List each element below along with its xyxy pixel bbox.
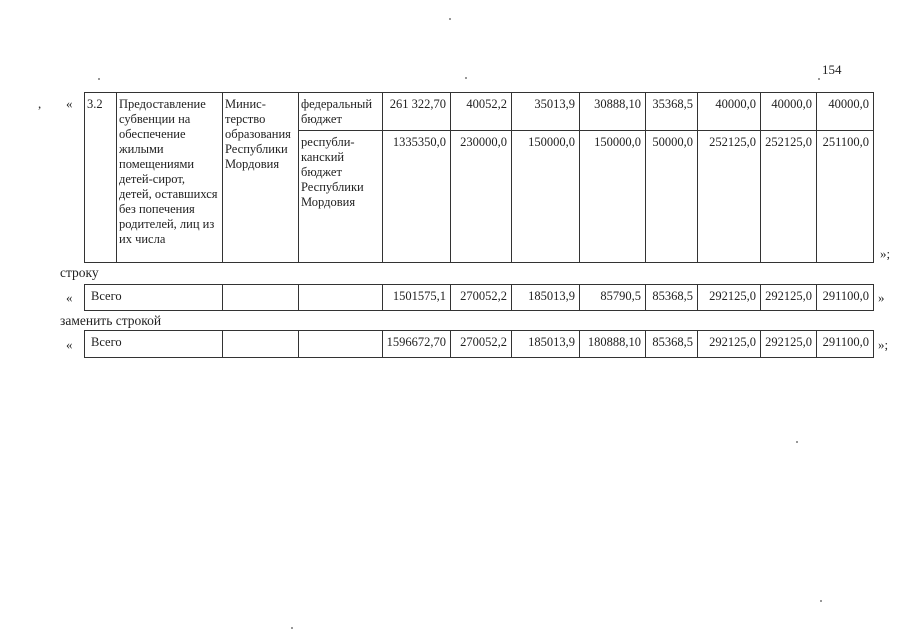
empty-cell [223, 331, 299, 358]
republic-source [299, 131, 383, 263]
republic-source-line: Республики [301, 180, 364, 194]
republic-value: 50000,0 [646, 131, 698, 263]
empty-cell [299, 331, 383, 358]
old-total-value: 292125,0 [698, 285, 761, 311]
old-total-value: 291100,0 [817, 285, 874, 311]
open-quote-1: « [66, 96, 73, 111]
scan-speck [449, 18, 451, 20]
federal-value: 261 322,70 [383, 93, 451, 131]
program-table [84, 92, 874, 263]
federal-row [85, 93, 874, 131]
republic-value: 230000,0 [451, 131, 512, 263]
federal-value: 40000,0 [817, 93, 874, 131]
old-total-table [84, 284, 874, 311]
empty-cell [223, 285, 299, 311]
old-total-value: 185013,9 [512, 285, 580, 311]
republic-value: 150000,0 [580, 131, 646, 263]
federal-value: 40000,0 [698, 93, 761, 131]
republic-value: 251100,0 [817, 131, 874, 263]
executor-line: Минис- [225, 97, 266, 111]
empty-cell [299, 285, 383, 311]
republic-source-line: бюджет [301, 165, 342, 179]
open-quote-2: « [66, 290, 73, 305]
close-quote-1: »; [880, 246, 891, 261]
federal-value: 35013,9 [512, 93, 580, 131]
close-quote-2: » [878, 290, 885, 305]
new-total-value: 270052,2 [451, 331, 512, 358]
republic-value: 252125,0 [698, 131, 761, 263]
federal-value: 40000,0 [761, 93, 817, 131]
executor-line: образования [225, 127, 291, 141]
caption-replace: заменить строкой [60, 313, 162, 328]
republic-value: 150000,0 [512, 131, 580, 263]
close-quote-3: »; [878, 337, 889, 352]
new-total-value: 291100,0 [817, 331, 874, 358]
old-total-value: 85790,5 [580, 285, 646, 311]
scan-speck [291, 627, 293, 629]
old-total-label: Всего [85, 285, 223, 311]
old-total-value: 1501575,1 [383, 285, 451, 311]
executor-cell [223, 93, 299, 263]
new-total-value: 292125,0 [761, 331, 817, 358]
new-total-row [85, 331, 874, 358]
federal-value: 35368,5 [646, 93, 698, 131]
old-total-value: 270052,2 [451, 285, 512, 311]
federal-source: федеральный бюджет [299, 93, 383, 131]
executor-line: Республики [225, 142, 288, 156]
republic-value: 252125,0 [761, 131, 817, 263]
new-total-table [84, 330, 874, 358]
new-total-value: 180888,10 [580, 331, 646, 358]
old-total-value: 85368,5 [646, 285, 698, 311]
old-total-row [85, 285, 874, 311]
federal-value: 30888,10 [580, 93, 646, 131]
scan-speck [818, 78, 820, 80]
scan-speck [465, 77, 467, 79]
item-number: 3.2 [85, 93, 117, 263]
scan-speck [98, 78, 100, 80]
new-total-value: 85368,5 [646, 331, 698, 358]
comma-mark: , [38, 96, 42, 111]
executor-line: терство [225, 112, 266, 126]
new-total-value: 185013,9 [512, 331, 580, 358]
republic-source-line: Мордовия [301, 195, 356, 209]
scan-speck [796, 441, 798, 443]
new-total-value: 292125,0 [698, 331, 761, 358]
federal-value: 40052,2 [451, 93, 512, 131]
page-number: 154 [822, 62, 842, 77]
old-total-value: 292125,0 [761, 285, 817, 311]
caption-row: строку [60, 265, 99, 280]
item-name: Предоставление субвенции на обеспечение жилыми помещениями детей-сирот, детей, оставшихся без попечения родителей, лиц из их числа [117, 93, 223, 263]
republic-value: 1335350,0 [383, 131, 451, 263]
new-total-value: 1596672,70 [383, 331, 451, 358]
executor-line: Мордовия [225, 157, 280, 171]
new-total-label: Всего [85, 331, 223, 358]
republic-source-line: канский [301, 150, 345, 164]
open-quote-3: « [66, 337, 73, 352]
scan-speck [820, 600, 822, 602]
republic-source-line: республи- [301, 135, 355, 149]
